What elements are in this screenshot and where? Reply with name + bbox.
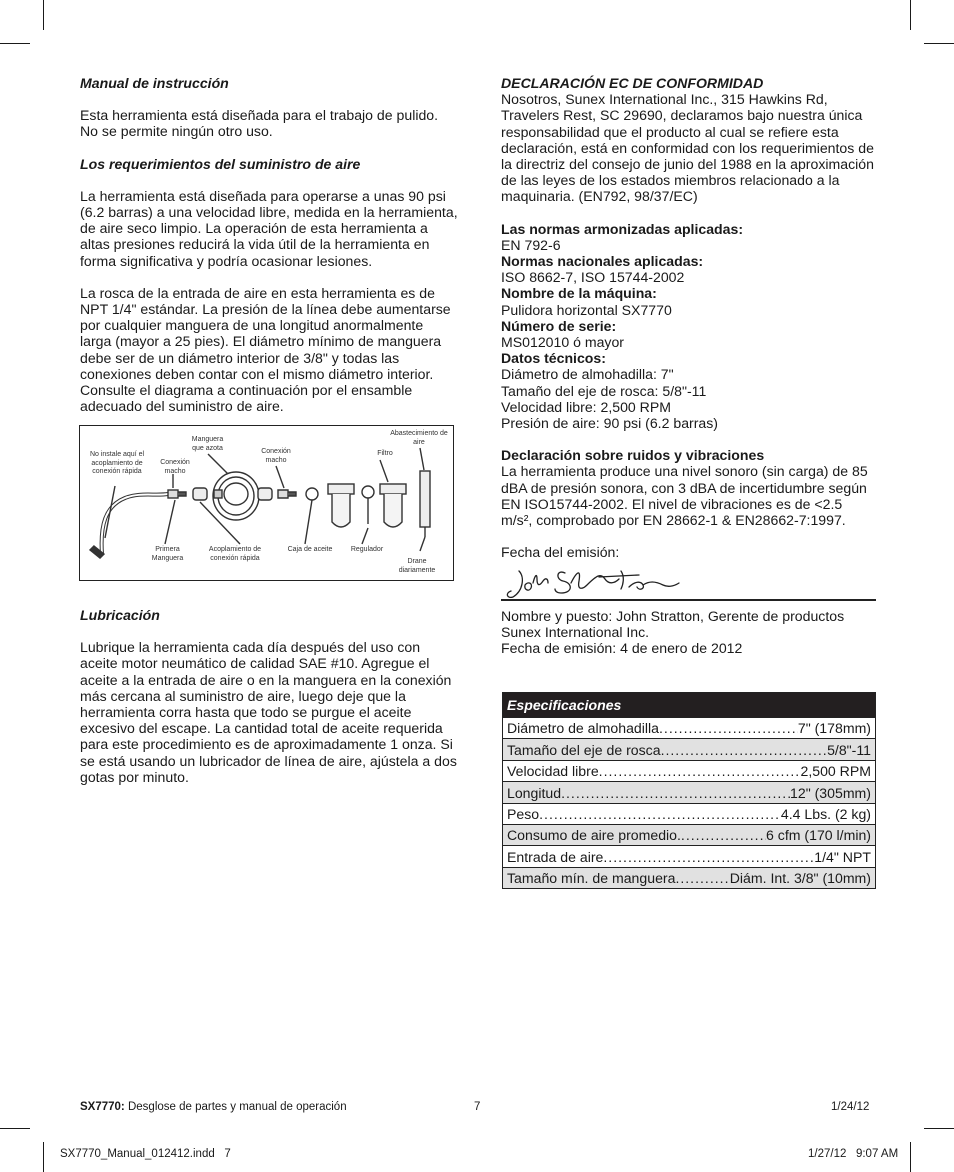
slug-timestamp: 1/27/12 9:07 AM	[808, 1148, 899, 1160]
label-oil-box: Caja de aceite	[287, 546, 333, 553]
label-quick-coupling: Acoplamiento de conexión rápida	[208, 546, 262, 562]
crop-mark	[43, 1142, 44, 1172]
spec-key: Tamaño mín. de manguera	[507, 870, 676, 887]
specs-table	[502, 692, 876, 889]
machine-value: Pulidora horizontal SX7770	[501, 301, 672, 318]
crop-mark	[910, 0, 911, 30]
label-regulator: Regulador	[350, 546, 384, 553]
ec-heading: DECLARACIÓN EC DE CONFORMIDAD	[501, 75, 764, 91]
machine-label: Nombre de la máquina:	[501, 285, 657, 302]
footer-model: SX7770:	[80, 1101, 125, 1113]
signer-name: Nombre y puesto: John Stratton, Gerente de productos	[501, 608, 845, 624]
spec-value: 7" (178mm)	[797, 720, 871, 737]
footer-title	[80, 1101, 347, 1113]
label-male-conn-2: Conexión macho	[261, 448, 291, 464]
serial-value: MS012010 ó mayor	[501, 334, 624, 351]
signature	[503, 563, 683, 603]
issue-date: Fecha de emisión: 4 de enero de 2012	[501, 640, 743, 657]
spec-value: 1/4" NPT	[814, 848, 871, 865]
ec-text: Nosotros, Sunex International Inc., 315 Hawkins Rd, Travelers Rest, SC 29690, declaramos bajo nuestra única responsabilidad que el producto al cual se refiere esta declaración, está en conformidad con los requerimientos de la directriz del consejo de junio del 1988 en la aproximación de las leyes de los estados miembros relacionado a la maquinaria. (EN792, 98/37/EC)	[501, 91, 874, 205]
spec-value: 5/8"-11	[827, 741, 871, 758]
air-heading: Los requerimientos del suministro de aire	[80, 155, 361, 172]
company-name: Sunex International Inc.	[501, 624, 650, 641]
spec-key: Peso	[507, 805, 540, 822]
spec-key: Tamaño del eje de rosca	[507, 741, 661, 758]
tech-line: Velocidad libre: 2,500 RPM	[501, 398, 672, 415]
tech-label: Datos técnicos:	[501, 350, 606, 367]
signature-line	[501, 599, 876, 601]
spec-row	[503, 824, 875, 845]
spec-key: Consumo de aire promedio.	[507, 827, 681, 844]
label-male-conn-1: Conexión macho	[160, 459, 190, 475]
nat-label: Normas nacionales aplicadas:	[501, 253, 704, 270]
crop-mark	[924, 1128, 954, 1129]
spec-row	[503, 845, 875, 866]
serial-label: Número de serie:	[501, 317, 617, 334]
manual-text: Esta herramienta está diseñada para el trabajo de pulido. No se permite ningún otro uso.	[80, 107, 439, 140]
air-supply-diagram	[79, 425, 454, 581]
page-number: 7	[474, 1101, 481, 1113]
specs-title: Especificaciones	[503, 693, 875, 717]
tech-line: Tamaño del eje de rosca: 5/8"-11	[501, 382, 707, 399]
spec-key: Entrada de aire	[507, 848, 604, 865]
label-whip-hose: Manguera que azota	[191, 436, 224, 452]
crop-mark	[0, 1128, 30, 1129]
crop-mark	[910, 1142, 911, 1172]
spec-key: Velocidad libre	[507, 763, 599, 780]
label-air-supply: Abastecimiento de aire	[390, 430, 448, 446]
right-column	[501, 75, 876, 560]
air-text-2: La rosca de la entrada de aire en esta herramienta es de NPT 1/4" estándar. La presión de la línea debe aumentarse por cualquier manguera de una longitud anormalmente larga (mayor a 25 pies). El diámetro mínimo de manguera debe ser de un diámetro interior de 3/8" y todas las conexiones deben contar con el mismo diámetro interior. Consulte el diagrama a continuación por el ensamble adecuado del suministro de aire.	[80, 284, 451, 415]
tech-line: Presión de aire: 90 psi (6.2 barras)	[501, 415, 718, 432]
spec-value: 12" (305mm)	[790, 784, 871, 801]
crop-mark	[0, 43, 30, 44]
label-drain: Drane diariamente	[398, 558, 436, 574]
spec-row	[503, 781, 875, 802]
tech-line: Diámetro de almohadilla: 7"	[501, 366, 674, 383]
spec-key: Longitud	[507, 784, 562, 801]
air-text-1: La herramienta está diseñada para operarse a unas 90 psi (6.2 barras) a una velocidad libre, medida en la herramienta, de aire seco limpio. La operación de esta herramienta a altas presiones reducirá la vida útil de la herramienta en forma significativa y podría ocasionar lesiones.	[80, 187, 458, 269]
spec-value: Diám. Int. 3/8" (10mm)	[729, 870, 871, 887]
lube-text: Lubrique la herramienta cada día después del uso con aceite motor neumático de calidad SAE #10. Agregue el aceite a la entrada de aire o en la manguera en la conexión más cercana al suministro de aire, luego deje que la herramienta corra hasta que todo se purgue el aceite excesivo del escape. La cantidad total de aceite requerida para este procedimiento es de aproximadamente 1 onza. Si se está usando un lubricador de línea de aire, ajústela a dos gotas por minuto.	[80, 639, 457, 785]
spec-value: 2,500 RPM	[800, 763, 871, 780]
crop-mark	[43, 0, 44, 30]
spec-key: Diámetro de almohadilla	[507, 720, 659, 737]
nat-value: ISO 8662-7, ISO 15744-2002	[501, 269, 685, 286]
issue-label: Fecha del emisión:	[501, 544, 620, 561]
manual-heading: Manual de instrucción	[80, 75, 229, 91]
footer-doc-title: Desglose de partes y manual de operación	[127, 1101, 347, 1113]
harm-label: Las normas armonizadas aplicadas:	[501, 220, 744, 237]
footer-date: 1/24/12	[831, 1101, 870, 1113]
spec-row	[503, 803, 875, 824]
crop-mark	[924, 43, 954, 44]
spec-row	[503, 760, 875, 781]
signer-block	[501, 608, 881, 657]
spec-value: 6 cfm (170 l/min)	[766, 827, 871, 844]
spec-row	[503, 738, 875, 759]
noise-text: La herramienta produce una nivel sonoro (sin carga) de 85 dBA de presión sonora, con 3 dBA de incertidumbre según EN ISO15744-2002. El nivel de vibraciones es de <2.5 m/s², comprobado por EN 28662-1 & EN28662-7:1997.	[501, 463, 868, 529]
label-filter: Filtro	[377, 450, 393, 457]
spec-value: 4.4 Lbs. (2 kg)	[780, 805, 871, 822]
slug-file: SX7770_Manual_012412.indd 7	[60, 1148, 231, 1160]
left-column	[80, 75, 458, 414]
label-primary-hose: Primera Manguera	[151, 546, 184, 562]
lubrication-section	[80, 607, 458, 785]
noise-label: Declaración sobre ruidos y vibraciones	[501, 447, 765, 464]
harm-value: EN 792-6	[501, 236, 561, 253]
label-no-install: No instale aquí el acoplamiento de conexión rápida	[89, 451, 145, 475]
spec-row	[503, 867, 875, 888]
spec-row	[503, 717, 875, 738]
lube-heading: Lubricación	[80, 607, 160, 623]
